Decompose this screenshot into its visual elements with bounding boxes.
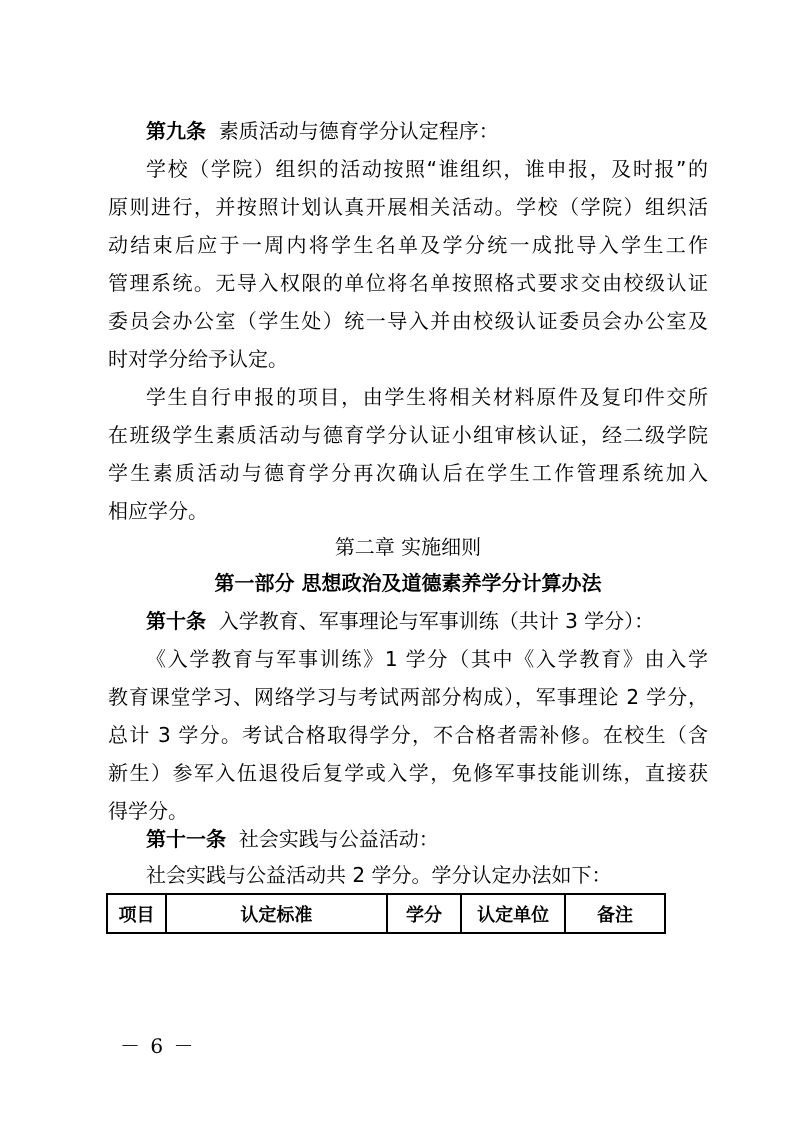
- chapter-title: 第二章 实施细则: [334, 535, 482, 559]
- table-header-remark: 备注: [565, 894, 665, 933]
- paragraph-line: 在班级学生素质活动与德育学分认证小组审核认证，经二级学院: [108, 423, 708, 447]
- paragraph-line: 委员会办公室（学生处）统一导入并由校级认证委员会办公室及: [108, 309, 708, 333]
- article-9-heading: 第九条: [146, 119, 206, 143]
- article-10-title: 入学教育、军事理论与军事训练（共计 3 学分）：: [218, 609, 655, 633]
- paragraph-line: 学生自行申报的项目，由学生将相关材料原件及复印件交所: [146, 385, 708, 409]
- paragraph-line: 新生）参军入伍退役后复学或入学，免修军事技能训练，直接获: [108, 761, 708, 785]
- paragraph-line: 动结束后应于一周内将学生名单及学分统一成批导入学生工作: [108, 233, 708, 257]
- table-header-item: 项目: [107, 894, 166, 933]
- paragraph-line: 社会实践与公益活动共 2 学分。学分认定办法如下：: [146, 863, 612, 887]
- article-9-title: 素质活动与德育学分认定程序：: [218, 119, 499, 143]
- table-header-credit: 学分: [387, 894, 462, 933]
- article-9-heading-line: [146, 112, 708, 150]
- paragraph-line: 时对学分给予认定。: [108, 347, 288, 371]
- article-10-heading: 第十条: [146, 609, 206, 633]
- paragraph-line: 学校（学院）组织的活动按照“谁组织，谁申报，及时报”的: [146, 157, 708, 181]
- paragraph-line: 原则进行，并按照计划认真开展相关活动。学校（学院）组织活: [108, 195, 708, 219]
- paragraph-line: 《入学教育与军事训练》1 学分（其中《入学教育》由入学: [146, 647, 708, 671]
- table-header-standard: 认定标准: [166, 894, 387, 933]
- paragraph-line: 学生素质活动与德育学分再次确认后在学生工作管理系统加入: [108, 461, 708, 485]
- table-header-unit: 认定单位: [461, 894, 565, 933]
- page-number: － 6 －: [120, 1034, 196, 1058]
- article-11-heading-line: [146, 820, 708, 858]
- article-11-title: 社会实践与公益活动：: [238, 827, 439, 851]
- paragraph-line: 管理系统。无导入权限的单位将名单按照格式要求交由校级认证: [108, 271, 708, 295]
- article-11-heading: 第十一条: [146, 827, 226, 851]
- paragraph-line: 总计 3 学分。考试合格取得学分，不合格者需补修。在校生（含: [108, 723, 708, 747]
- table-header-row: [107, 894, 665, 933]
- article-10-heading-line: [146, 602, 708, 640]
- paragraph-line: 相应学分。: [108, 499, 208, 523]
- part-title: 第一部分 思想政治及道德素养学分计算办法: [214, 571, 602, 595]
- paragraph-line: 得学分。: [108, 799, 188, 823]
- credit-table: [106, 893, 666, 934]
- paragraph-line: 教育课堂学习、网络学习与考试两部分构成），军事理论 2 学分，: [108, 685, 708, 709]
